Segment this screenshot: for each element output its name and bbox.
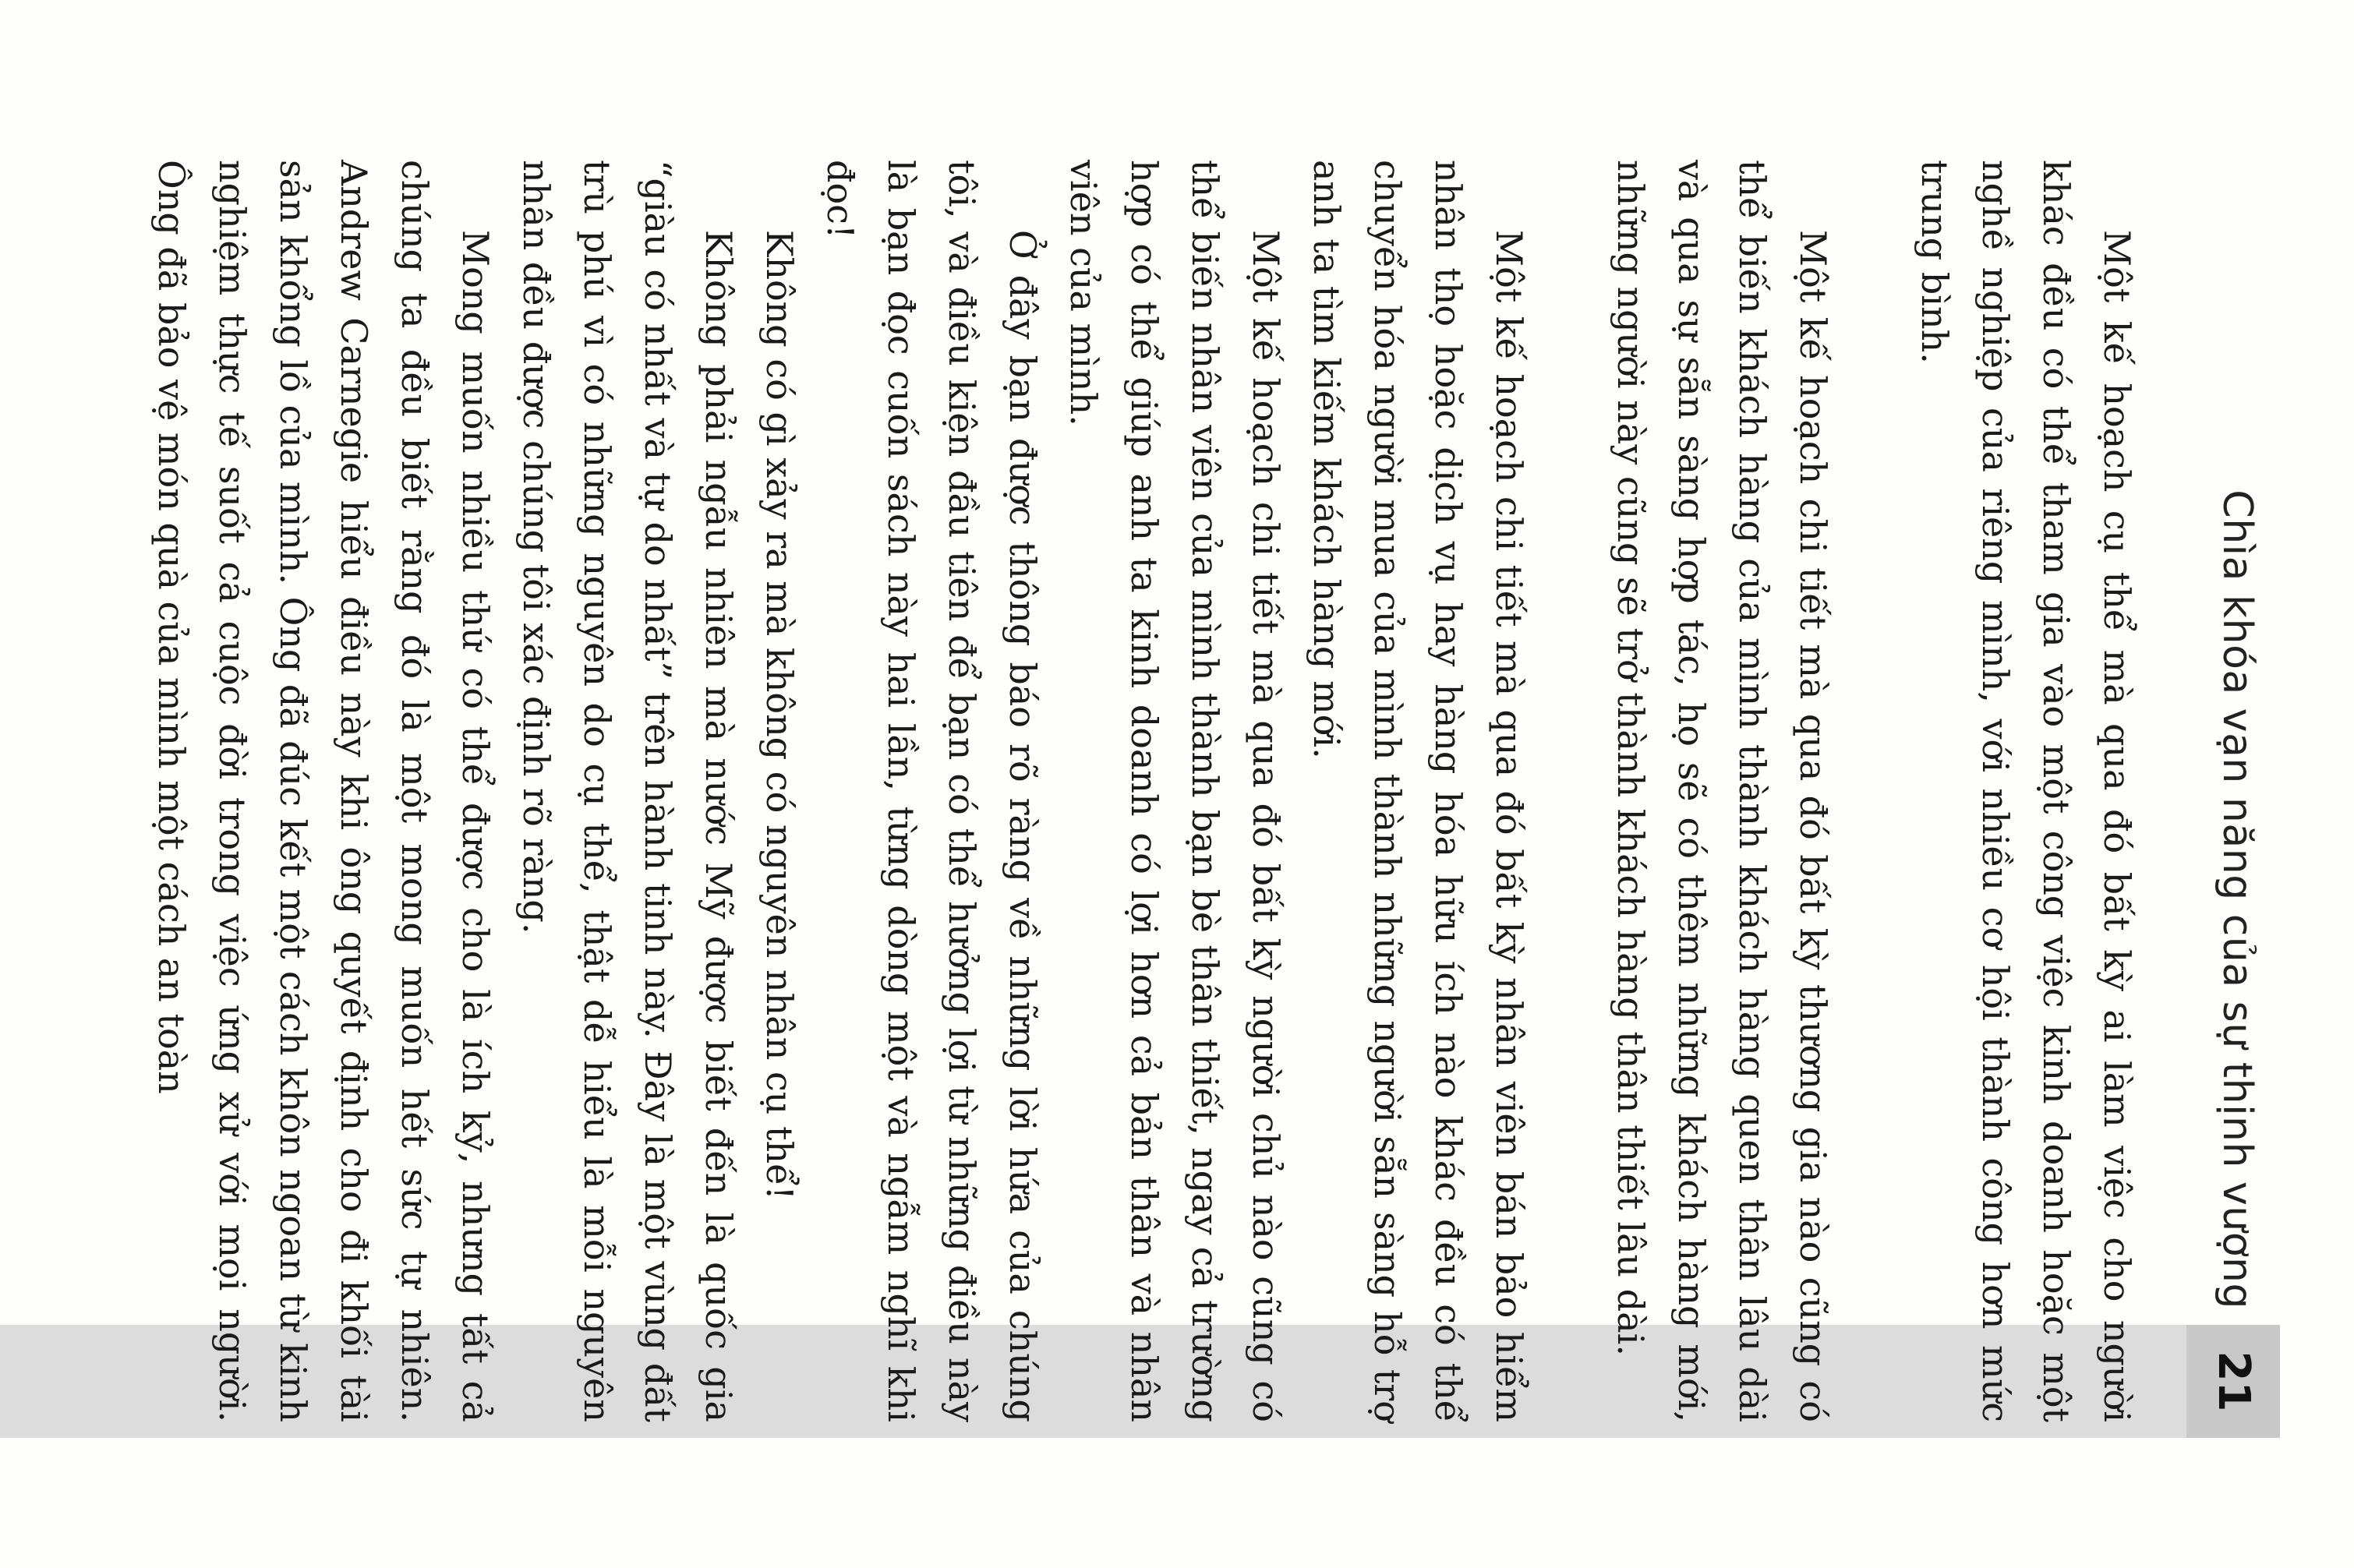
body-text [141,160,2147,1422]
paragraph: Ở đây bạn được thông báo rõ ràng về những lời hứa của chúng tôi, và điều kiện đầu tiên để bạn có thể hưởng lợi từ những điều này là bạn đọc cuốn sách này hai lần, từng dòng một và ngẫm nghĩ khi đọc! [819,160,1044,1422]
paragraph: Không phải ngẫu nhiên mà nước Mỹ được biết đến là quốc gia “giàu có nhất và tự do nhất” trên hành tinh này. Đây là một vùng đất trù phú vì có những nguyên do cụ thể, thật dễ hiểu là mỗi nguyên nhân đều được chúng tôi xác định rõ ràng. [515,160,740,1422]
paragraph: Một kế hoạch chi tiết mà qua đó bất kỳ thương gia nào cũng có thể biến khách hàng của mình thành khách hàng quen thân lâu dài và qua sự sẵn sàng hợp tác, họ sẽ có thêm những khách hàng mới, những người này cũng sẽ trở thành khách hàng thân thiết lâu dài. [1610,160,1834,1422]
paragraph: Một kế hoạch cụ thể mà qua đó bất kỳ ai làm việc cho người khác đều có thể tham gia vào một công việc kinh doanh hoặc một nghề nghiệp của riêng mình, với nhiều cơ hội thành công hơn mức trung bình. [1914,160,2138,1422]
paragraph: Một kế hoạch chi tiết mà qua đó bất kỳ nhân viên bán bảo hiểm nhân thọ hoặc dịch vụ hay hàng hóa hữu ích nào khác đều có thể chuyển hóa người mua của mình thành những người sẵn sàng hỗ trợ anh ta tìm kiếm khách hàng mới. [1306,160,1530,1422]
paragraph: Một kế hoạch chi tiết mà qua đó bất kỳ người chủ nào cũng có thể biến nhân viên của mình thành bạn bè thân thiết, ngay cả trường hợp có thể giúp anh ta kinh doanh có lợi hơn cả bản thân và nhân viên của mình. [1062,160,1287,1422]
paragraph: Mong muốn nhiều thứ có thể được cho là ích kỷ, nhưng tất cả chúng ta đều biết rằng đó là một mong muốn hết sức tự nhiên. Andrew Carnegie hiểu điều này khi ông quyết định cho đi khối tài sản khổng lồ của mình. Ông đã đúc kết một cách khôn ngoan từ kinh nghiệm thực tế suốt cả cuộc đời trong việc ứng xử với mọi người. Ông đã bảo vệ món quà của mình một cách an toàn [150,160,497,1422]
paragraph: Không có gì xảy ra mà không có nguyên nhân cụ thể! [758,230,801,1200]
running-title: Chìa khóa vạn năng của sự thịnh vượng [2214,489,2260,1309]
page-number: 21 [2208,1351,2259,1412]
